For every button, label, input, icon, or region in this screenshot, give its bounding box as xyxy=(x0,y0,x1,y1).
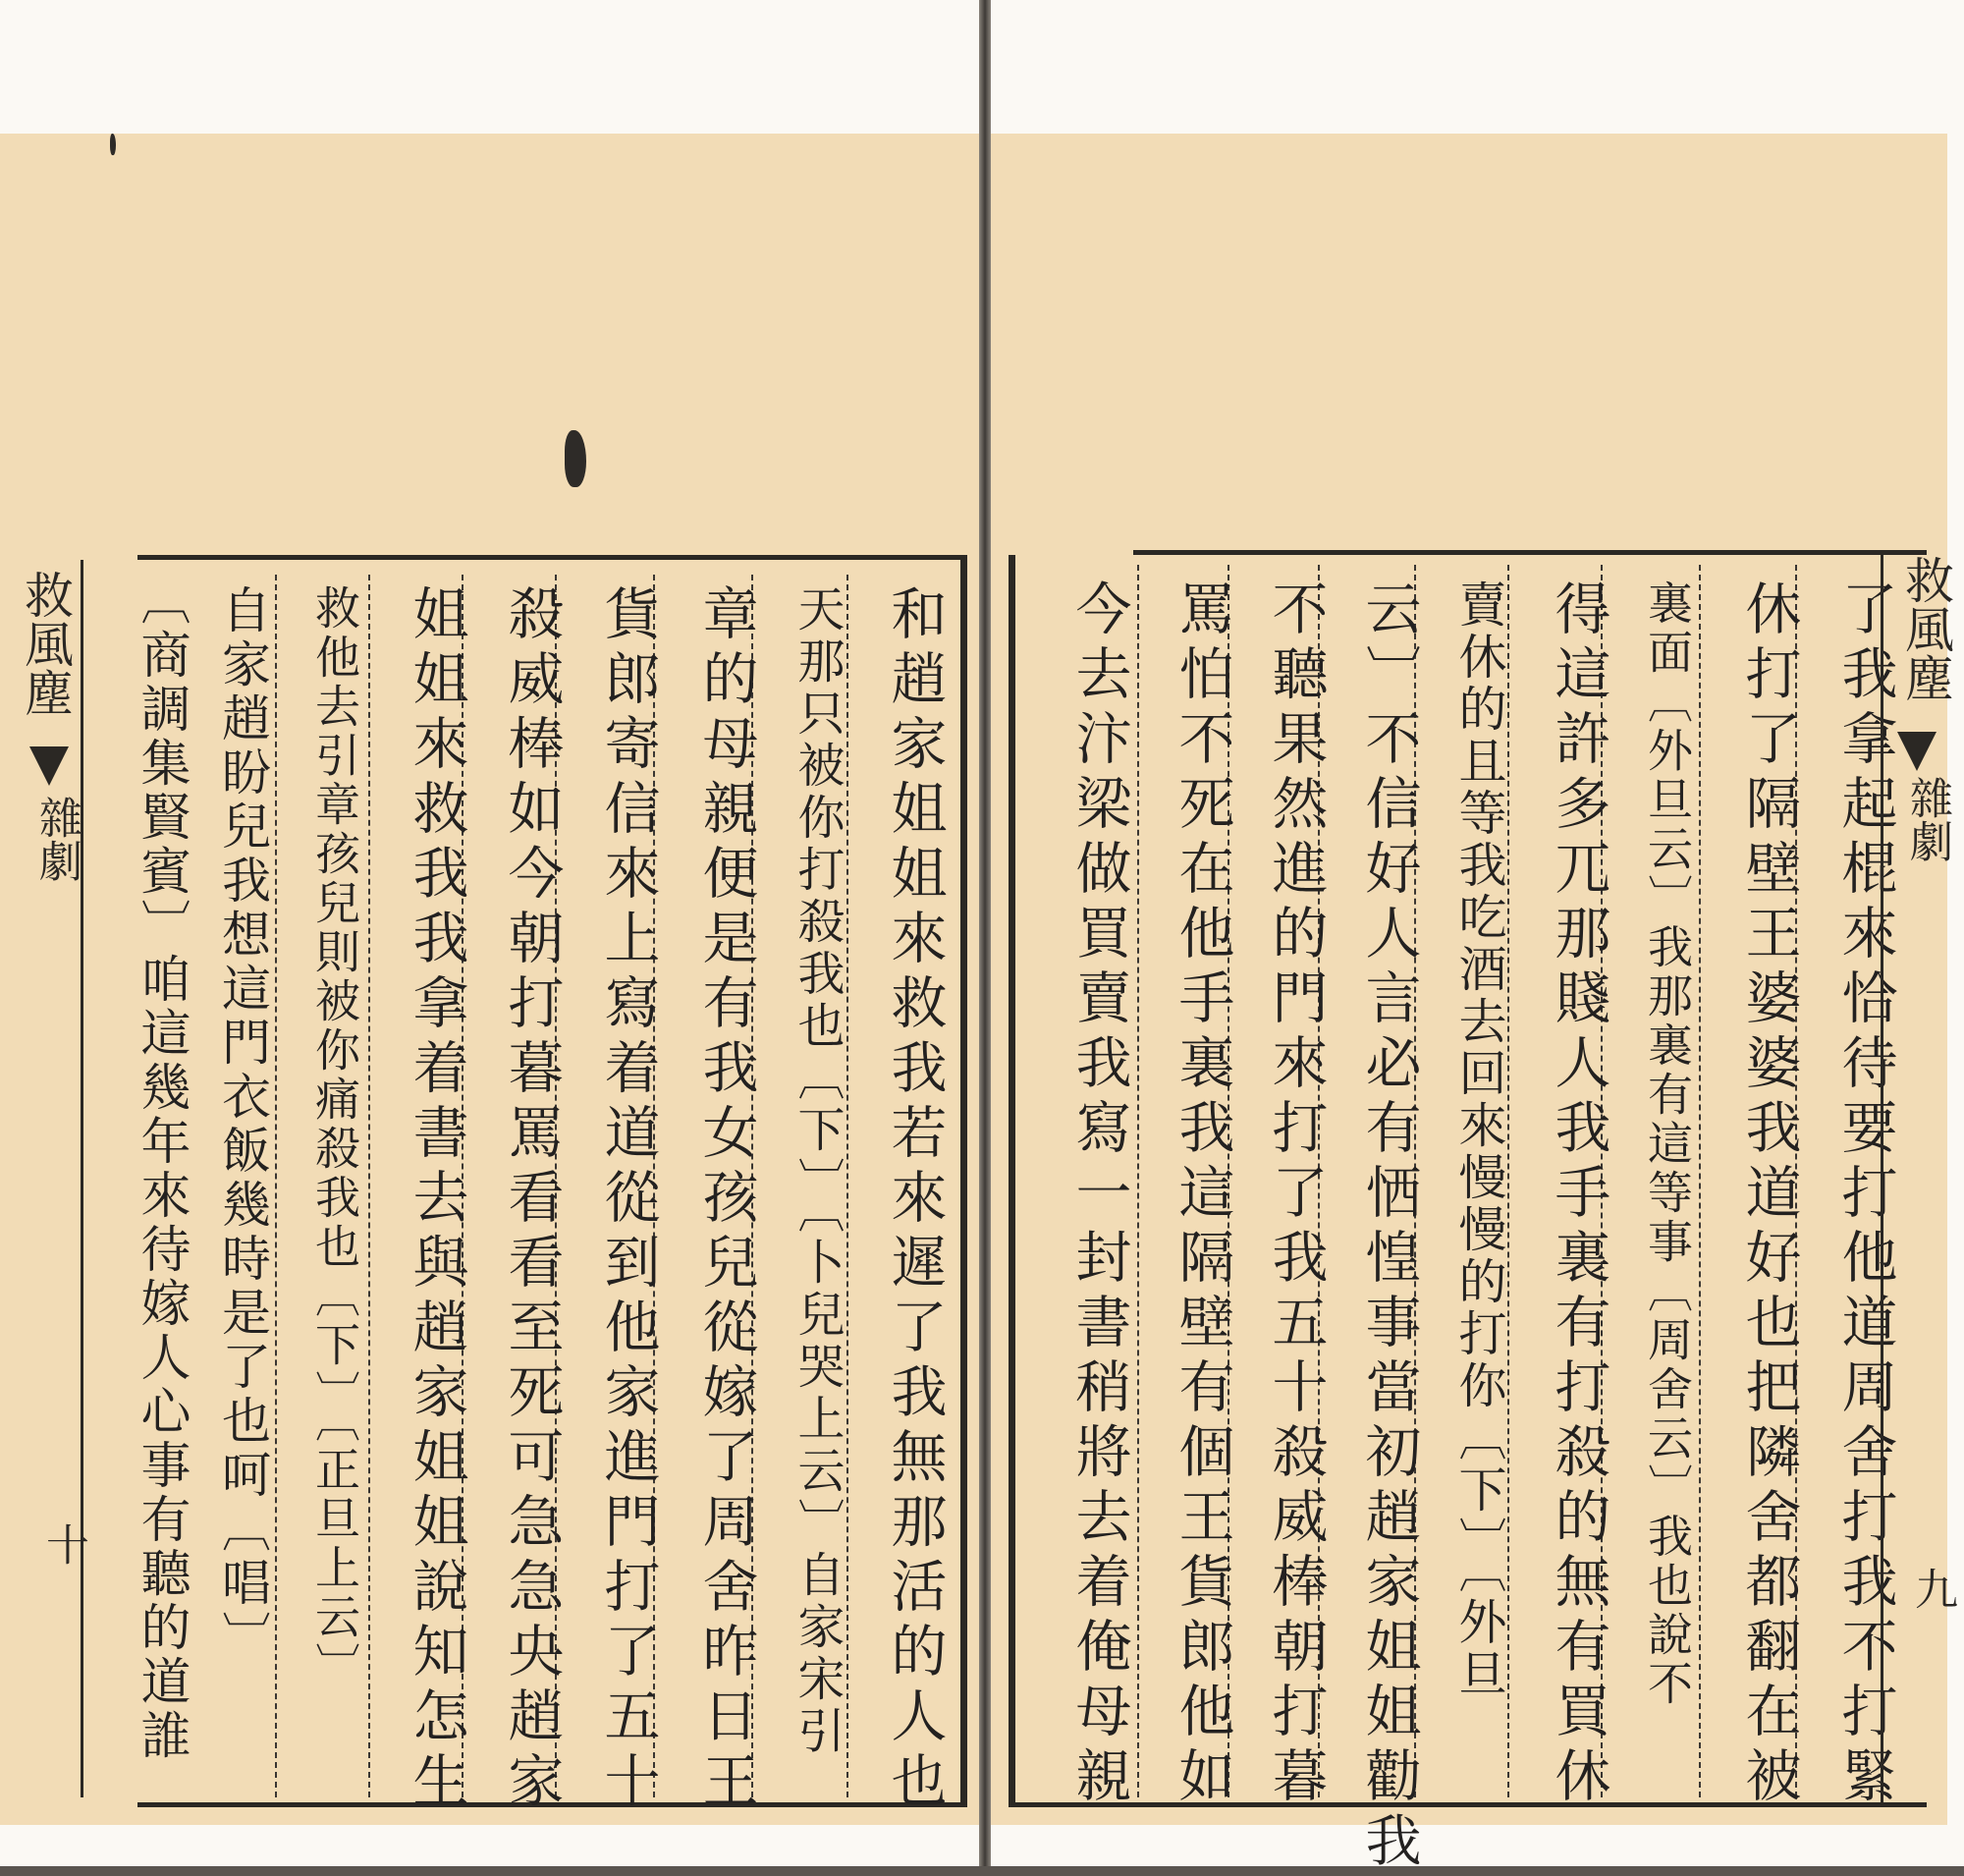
text-column: 不聽果然進的門來打了我五十殺威棒朝打暮 xyxy=(1263,579,1328,1811)
text-column: 貨郎寄信來上寫着道從到他家進門打了五十 xyxy=(595,584,660,1816)
text-column: 得這許多兀那賤人我手裏有打殺的無有買休 xyxy=(1546,579,1610,1811)
text-column: 了我拿起棍來恰待要打他道周舍打我不打緊 xyxy=(1832,579,1897,1811)
text-column: 姐姐來救我我拿着書去與趙家姐姐說知怎生 xyxy=(404,584,468,1816)
column-rule xyxy=(1137,565,1139,1797)
text-column: 今去汴梁做買賣我寫一封書稍將去着俺母親 xyxy=(1066,579,1131,1811)
fold-line xyxy=(1881,550,1883,1802)
centerpiece-title: 救風塵 xyxy=(1897,555,1954,702)
column-rule xyxy=(1699,565,1701,1797)
text-column: 賣休的且等我吃酒去回來慢慢的打你〔下〕〔外旦 xyxy=(1451,579,1507,1701)
centerpiece-title: 救風塵 xyxy=(17,570,74,717)
text-column: 休打了隔壁王婆婆我道好也把隣舍都翻在被 xyxy=(1736,579,1801,1811)
text-column: 〔商調集賢賓〕咱這幾年來待嫁人心事有聽的道誰 xyxy=(132,575,190,1763)
column-rule xyxy=(368,575,370,1797)
column-rule xyxy=(1507,565,1509,1797)
column-rule xyxy=(275,575,277,1797)
centerpiece-section: 雜劇 xyxy=(31,796,82,882)
text-column: 自家趙盼兒我想這門衣飯幾時是了也呵〔唱〕 xyxy=(214,584,271,1665)
folio-number: 十 xyxy=(38,1522,88,1566)
text-column: 裏面〔外旦云〕我那裏有這等事〔周舍云〕我也說不 xyxy=(1641,579,1694,1709)
fold-line xyxy=(81,560,83,1797)
text-column: 和趙家姐姐來救我若來遲了我無那活的人也 xyxy=(882,584,947,1816)
text-column: 章的母親便是有我女孩兒從嫁了周舍昨日王 xyxy=(693,584,758,1816)
book-spine xyxy=(979,0,991,1866)
column-rule xyxy=(846,575,848,1797)
text-column: 云〕不信好人言必有恓惶事當初趙家姐姐勸我 xyxy=(1356,579,1421,1876)
text-column: 殺威棒如今朝打暮罵看看至死可急急央趙家 xyxy=(499,584,564,1816)
centerpiece-section: 雜劇 xyxy=(1902,776,1952,862)
text-column: 救他去引章孩兒則被你痛殺我也〔下〕〔正旦上云〕 xyxy=(308,584,361,1691)
ink-blot xyxy=(110,134,116,155)
text-column: 罵怕不死在他手裏我這隔壁有個王貨郎他如 xyxy=(1170,579,1234,1811)
text-column: 天那只被你打殺我也〔下〕〔卜兒哭上云〕自家宋引 xyxy=(790,584,845,1758)
folio-number: 九 xyxy=(1907,1567,1957,1610)
